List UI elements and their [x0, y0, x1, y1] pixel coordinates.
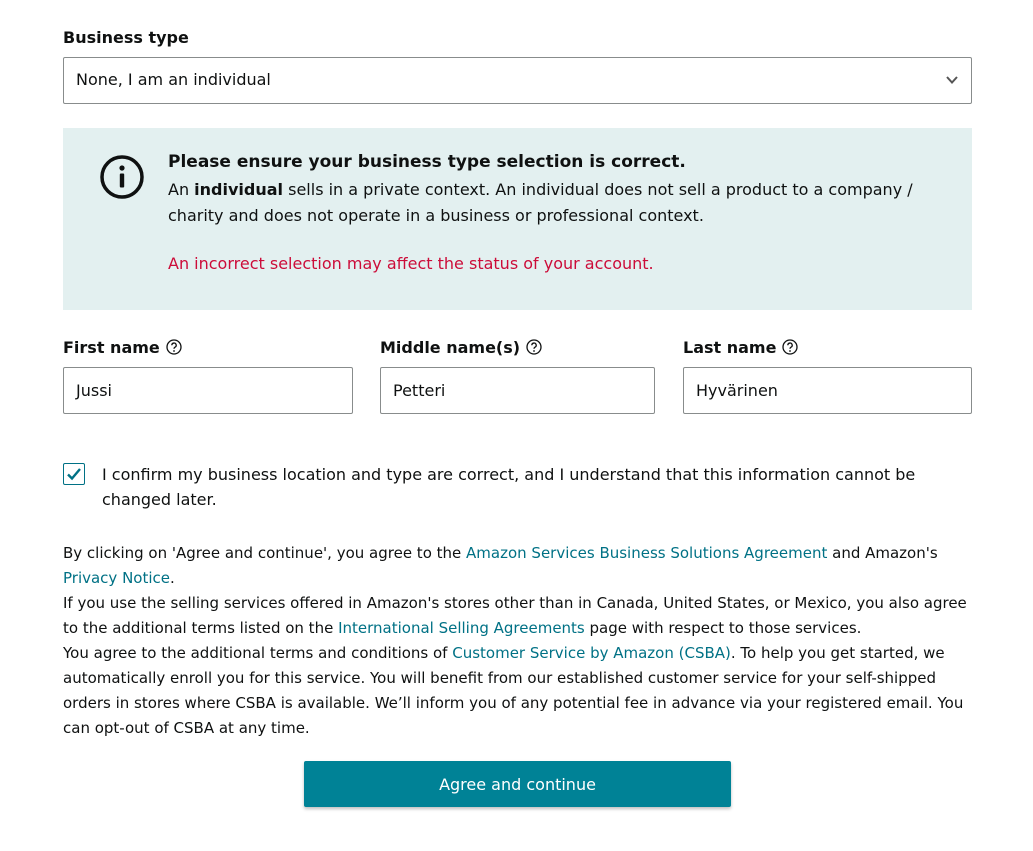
info-icon [99, 154, 145, 200]
middle-name-input[interactable]: Petteri [380, 367, 655, 414]
help-circle-icon[interactable] [166, 339, 182, 355]
help-circle-icon[interactable] [526, 339, 542, 355]
legal-text-span: page with respect to those services. [584, 619, 862, 637]
confirm-text: I confirm my business location and type are correct, and I understand that this information cannot be changed later. [102, 465, 916, 509]
legal-text-span: and Amazon's [827, 544, 938, 562]
legal-text-span: By clicking on 'Agree and continue', you agree to the [63, 544, 467, 562]
help-circle-icon[interactable] [782, 339, 798, 355]
confirm-checkbox[interactable] [63, 463, 85, 485]
legal-paragraph-1 [63, 541, 978, 591]
checkmark-icon [66, 466, 82, 482]
legal-text-span: . [170, 569, 175, 587]
info-desc-prefix: An [168, 180, 195, 199]
first-name-group [63, 337, 182, 400]
legal-paragraph-2 [63, 591, 978, 641]
business-type-select[interactable] [63, 57, 972, 104]
business-solutions-agreement-link[interactable]: Amazon Services Business Solutions Agreement [466, 544, 828, 562]
legal-paragraph-3 [63, 641, 978, 741]
middle-name-group [380, 337, 542, 400]
agree-and-continue-button[interactable]: Agree and continue [304, 761, 731, 807]
legal-text-span: If you use the selling services offered in Amazon's stores other than in Canada, United States, or Mexico, you also agree to the additional terms listed on the [63, 594, 967, 637]
info-desc-suffix: sells in a private context. An individual does not sell a product to a company / charity and does not operate in a business or professional context. [168, 180, 913, 225]
legal-text-span: . To help you get started, we automatically enroll you for this service. You will benefit from our established customer service for your self-shipped orders in stores where CSBA is available. We’ll inform you of any potential fee in advance via your registered email. You can opt-out of CSBA at any time. [63, 644, 964, 737]
privacy-notice-link[interactable]: Privacy Notice [63, 569, 170, 587]
csba-link[interactable]: Customer Service by Amazon (CSBA) [452, 644, 731, 662]
info-box-title: Please ensure your business type selection is correct. [168, 152, 686, 172]
international-selling-agreements-link[interactable]: International Selling Agreements [338, 619, 585, 637]
chevron-down-icon [945, 73, 959, 87]
business-type-label: Business type [63, 28, 189, 47]
info-box-description [168, 177, 948, 229]
info-desc-bold: individual [194, 180, 284, 199]
info-box-warning: An incorrect selection may affect the status of your account. [168, 254, 654, 273]
legal-text-span: You agree to the additional terms and conditions of [63, 644, 453, 662]
last-name-input[interactable]: Hyvärinen [683, 367, 972, 414]
first-name-input[interactable]: Jussi [63, 367, 353, 414]
last-name-label: Last name [683, 337, 777, 357]
first-name-label: First name [63, 337, 160, 357]
last-name-group [683, 337, 798, 400]
middle-name-label: Middle name(s) [380, 337, 521, 357]
business-type-info-box [63, 128, 972, 310]
business-type-selected-value: None, I am an individual [76, 70, 271, 89]
legal-text [63, 541, 978, 741]
